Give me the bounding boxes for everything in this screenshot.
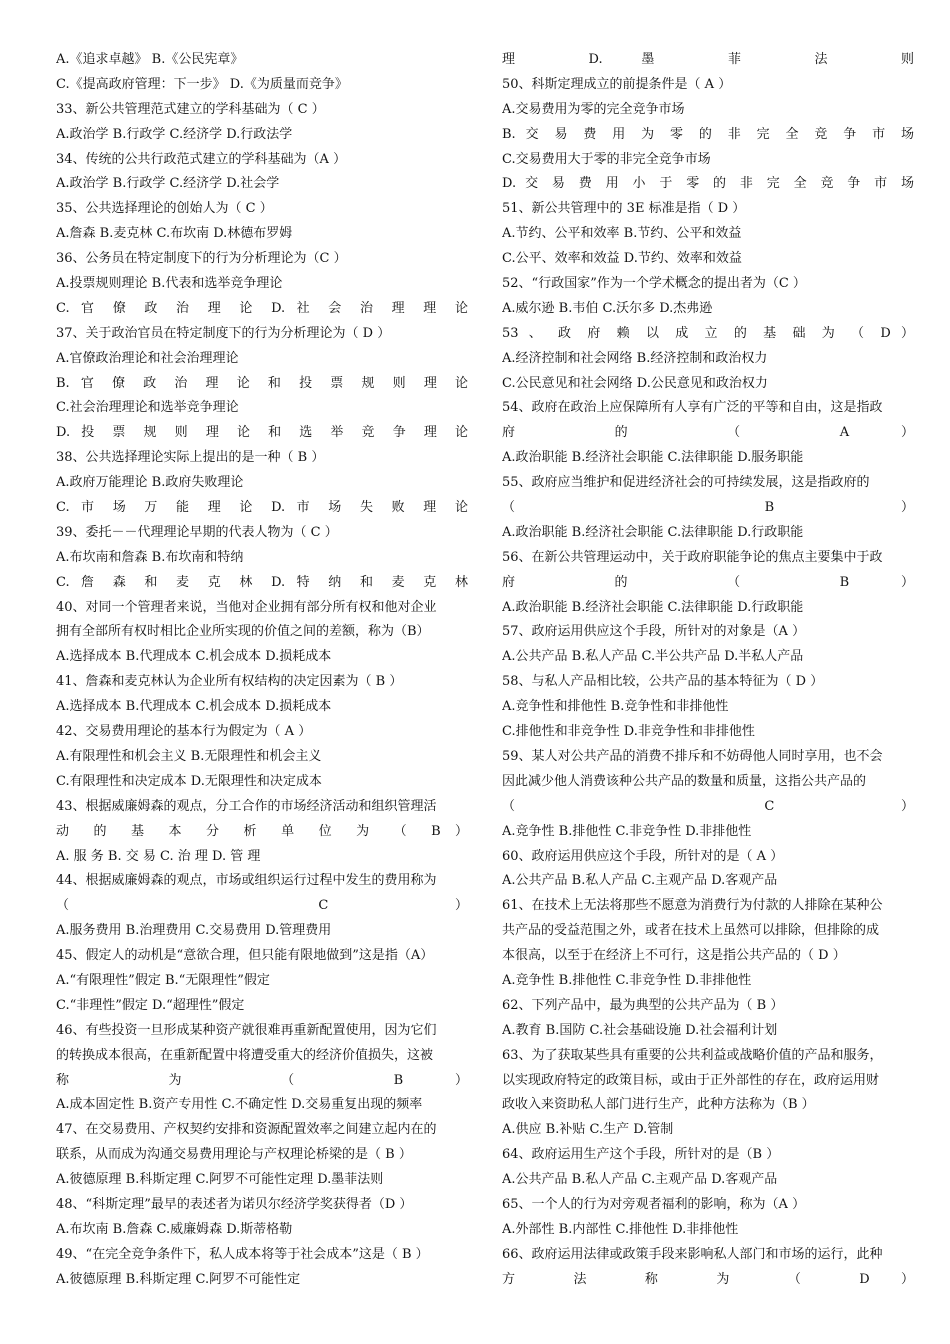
text-line: 56、在新公共管理运动中，关于政府职能争论的焦点主要集中于政 <box>502 549 883 565</box>
text-line: 39、委托－－代理理论早期的代表人物为（ C ） <box>56 524 338 540</box>
text-line: 66、政府运用法律或政策手段来影响私人部门和市场的运行，此种 <box>502 1246 883 1262</box>
text-line: C. 官 僚 政 治 理 论 D. 社 会 治 理 理 论 <box>56 300 468 316</box>
text-line: A.竞争性 B.排他性 C.非竞争性 D.非排他性 <box>502 972 752 988</box>
text-line: D. 投 票 规 则 理 论 和 选 举 竞 争 理 论 <box>56 425 468 441</box>
text-line: （ C ） <box>56 898 468 914</box>
text-line: A.彼德原理 B.科斯定理 C.阿罗不可能性定理 D.墨菲法则 <box>56 1172 384 1188</box>
text-line: 的转换成本很高，在重新配置中将遭受重大的经济价值损失，这被 <box>56 1047 434 1063</box>
text-line: A.公共产品 B.私人产品 C.半公共产品 D.半私人产品 <box>502 649 804 665</box>
text-line: A.“有限理性”假定 B.“无限理性”假定 <box>56 972 270 988</box>
text-line: 称 为 （ B ） <box>56 1072 468 1088</box>
text-line: A.选择成本 B.代理成本 C.机会成本 D.损耗成本 <box>56 699 332 715</box>
text-line: A.经济控制和社会网络 B.经济控制和政治权力 <box>502 350 768 366</box>
text-line: 55、政府应当维护和促进经济社会的可持续发展，这是指政府的 <box>502 475 870 491</box>
text-line: 53 、 政 府 赖 以 成 立 的 基 础 为 （ D ） <box>502 325 914 341</box>
text-line: （ C ） <box>502 798 914 814</box>
text-line: 59、某人对公共产品的消费不排斥和不妨碍他人同时享用，也不会 <box>502 748 883 764</box>
text-line: C. 詹 森 和 麦 克 林 D. 特 纳 和 麦 克 林 <box>56 574 468 590</box>
text-line: 36、公务员在特定制度下的行为分析理论为（C ） <box>56 251 347 267</box>
right-column <box>502 48 914 1293</box>
text-line: 37、关于政治官员在特定制度下的行为分析理论为（ D ） <box>56 325 391 341</box>
text-line: 38、公共选择理论实际上提出的是一种（ B ） <box>56 450 325 466</box>
text-line: 49、“在完全竞争条件下，私人成本将等于社会成本”这是（ B ） <box>56 1246 429 1262</box>
text-line: 43、根据威廉姆森的观点，分工合作的市场经济活动和组织管理活 <box>56 798 437 814</box>
text-line: C.交易费用大于零的非完全竞争市场 <box>502 151 711 167</box>
text-line: 65、一个人的行为对旁观者福利的影响，称为（A ） <box>502 1196 806 1212</box>
text-line: A.供应 B.补贴 C.生产 D.管制 <box>502 1122 674 1138</box>
text-line: 共产品的受益范围之外，或者在技术上虽然可以排除，但排除的成 <box>502 923 880 939</box>
text-line: C.公平、效率和效益 D.节约、效率和效益 <box>502 251 742 267</box>
text-line: C.“非理性”假定 D.“超理性”假定 <box>56 997 245 1013</box>
text-line: A.外部性 B.内部性 C.排他性 D.非排他性 <box>502 1221 739 1237</box>
text-line: A.政治学 B.行政学 C.经济学 D.社会学 <box>56 176 280 192</box>
text-line: A.选择成本 B.代理成本 C.机会成本 D.损耗成本 <box>56 649 332 665</box>
text-line: 57、政府运用供应这个手段，所针对的对象是（A ） <box>502 624 806 640</box>
text-line: 府 的 （ A ） <box>502 425 914 441</box>
text-line: 拥有全部所有权时相比企业所实现的价值之间的差额，称为（B） <box>56 624 430 640</box>
left-column <box>56 48 468 1293</box>
text-line: 方 法 称 为 （ D ） <box>502 1271 914 1287</box>
text-line: A.威尔逊 B.韦伯 C.沃尔多 D.杰弗逊 <box>502 300 713 316</box>
text-line: 联系，从而成为沟通交易费用理论与产权理论桥梁的是（ B ） <box>56 1147 412 1163</box>
text-line: C.公民意见和社会网络 D.公民意见和政治权力 <box>502 375 768 391</box>
text-line: C.社会治理理论和选举竞争理论 <box>56 400 239 416</box>
text-line: A.交易费用为零的完全竞争市场 <box>502 101 685 117</box>
text-line: 34、传统的公共行政范式建立的学科基础为（A ） <box>56 151 347 167</box>
text-line: A.官僚政治理论和社会治理理论 <box>56 350 239 366</box>
text-line: D. 交 易 费 用 小 于 零 的 非 完 全 竞 争 市 场 <box>502 176 914 192</box>
text-line: A.有限理性和机会主义 B.无限理性和机会主义 <box>56 748 322 764</box>
text-line: A.公共产品 B.私人产品 C.主观产品 D.客观产品 <box>502 873 778 889</box>
text-line: 50、科斯定理成立的前提条件是（ A ） <box>502 76 732 92</box>
text-line: 48、“科斯定理”最早的表述者为诺贝尔经济学奖获得者（D ） <box>56 1196 413 1212</box>
text-line: 因此减少他人消费该种公共产品的数量和质量，这指公共产品的 <box>502 773 867 789</box>
text-line: 54、政府在政治上应保障所有人享有广泛的平等和自由，这是指政 <box>502 400 883 416</box>
text-line: A.竞争性 B.排他性 C.非竞争性 D.非排他性 <box>502 823 752 839</box>
text-line: 42、交易费用理论的基本行为假定为（ A ） <box>56 724 312 740</box>
text-line: 动 的 基 本 分 析 单 位 为 （ B ） <box>56 823 468 839</box>
text-line: A. 服 务 B. 交 易 C. 治 理 D. 管 理 <box>56 848 261 864</box>
text-line: 33、新公共管理范式建立的学科基础为（ C ） <box>56 101 325 117</box>
text-line: A.投票规则理论 B.代表和选举竞争理论 <box>56 276 283 292</box>
text-line: 61、在技术上无法将那些不愿意为消费行为付款的人排除在某种公 <box>502 898 883 914</box>
text-line: C.有限理性和决定成本 D.无限理性和决定成本 <box>56 773 322 789</box>
text-line: 46、有些投资一旦形成某种资产就很难再重新配置使用，因为它们 <box>56 1022 437 1038</box>
text-line: B. 交 易 费 用 为 零 的 非 完 全 竞 争 市 场 <box>502 126 914 142</box>
text-line: C.排他性和非竞争性 D.非竞争性和非排他性 <box>502 724 755 740</box>
text-line: A.彼德原理 B.科斯定理 C.阿罗不可能性定 <box>56 1271 301 1287</box>
text-line: 58、与私人产品相比较，公共产品的基本特征为（ D ） <box>502 674 824 690</box>
text-line: 52、“行政国家”作为一个学术概念的提出者为（C ） <box>502 276 806 292</box>
text-line: A.詹森 B.麦克林 C.布坎南 D.林德布罗姆 <box>56 226 293 242</box>
text-line: B. 官 僚 政 治 理 论 和 投 票 规 则 理 论 <box>56 375 468 391</box>
text-line: A.政治职能 B.经济社会职能 C.法律职能 D.行政职能 <box>502 599 804 615</box>
text-line: 60、政府运用供应这个手段，所针对的是（ A ） <box>502 848 784 864</box>
text-line: （ B ） <box>502 500 914 516</box>
text-line: 府 的 （ B ） <box>502 574 914 590</box>
text-line: 63、为了获取某些具有重要的公共利益或战略价值的产品和服务， <box>502 1047 883 1063</box>
text-line: A.布坎南和詹森 B.布坎南和特纳 <box>56 549 244 565</box>
text-line: A.政治职能 B.经济社会职能 C.法律职能 D.行政职能 <box>502 524 804 540</box>
text-line: A.政府万能理论 B.政府失败理论 <box>56 475 244 491</box>
text-line: A.布坎南 B.詹森 C.威廉姆森 D.斯蒂格勒 <box>56 1221 293 1237</box>
text-line: C.《提高政府管理：下一步》 D.《为质量而竞争》 <box>56 76 348 92</box>
text-line: 51、新公共管理中的 3E 标准是指（ D ） <box>502 201 746 217</box>
text-line: 47、在交易费用、产权契约安排和资源配置效率之间建立起内在的 <box>56 1122 437 1138</box>
text-line: A.节约、公平和效率 B.节约、公平和效益 <box>502 226 742 242</box>
text-line: 35、公共选择理论的创始人为（ C ） <box>56 201 273 217</box>
text-line: A.竞争性和排他性 B.竞争性和非排他性 <box>502 699 729 715</box>
text-line: 41、詹森和麦克林认为企业所有权结构的决定因素为（ B ） <box>56 674 403 690</box>
text-line: 40、对同一个管理者来说，当他对企业拥有部分所有权和他对企业 <box>56 599 437 615</box>
text-line: A.服务费用 B.治理费用 C.交易费用 D.管理费用 <box>56 923 332 939</box>
text-line: A.政治职能 B.经济社会职能 C.法律职能 D.服务职能 <box>502 450 804 466</box>
text-line: 本很高，以至于在经济上不可行，这是指公共产品的（ D ） <box>502 948 846 964</box>
text-line: A.政治学 B.行政学 C.经济学 D.行政法学 <box>56 126 293 142</box>
text-line: 44、根据威廉姆森的观点，市场或组织运行过程中发生的费用称为 <box>56 873 437 889</box>
text-line: 64、政府运用生产这个手段，所针对的是（B ） <box>502 1147 780 1163</box>
text-line: A.成本固定性 B.资产专用性 C.不确定性 D.交易重复出现的频率 <box>56 1097 423 1113</box>
text-line: 以实现政府特定的政策目标，或由于正外部性的存在，政府运用财 <box>502 1072 880 1088</box>
text-line: 理 D. 墨 菲 法 则 <box>502 52 914 67</box>
text-line: A.公共产品 B.私人产品 C.主观产品 D.客观产品 <box>502 1172 778 1188</box>
text-line: 62、下列产品中，最为典型的公共产品为（ B ） <box>502 997 784 1013</box>
text-line: C. 市 场 万 能 理 论 D. 市 场 失 败 理 论 <box>56 500 468 516</box>
text-line: A.教育 B.国防 C.社会基础设施 D.社会福利计划 <box>502 1022 778 1038</box>
text-line: 政收入来资助私人部门进行生产，此种方法称为（B ） <box>502 1097 815 1113</box>
text-line: 45、假定人的动机是“意欲合理，但只能有限地做到”这是指（A） <box>56 948 434 964</box>
text-line: A.《追求卓越》 B.《公民宪章》 <box>56 52 244 67</box>
